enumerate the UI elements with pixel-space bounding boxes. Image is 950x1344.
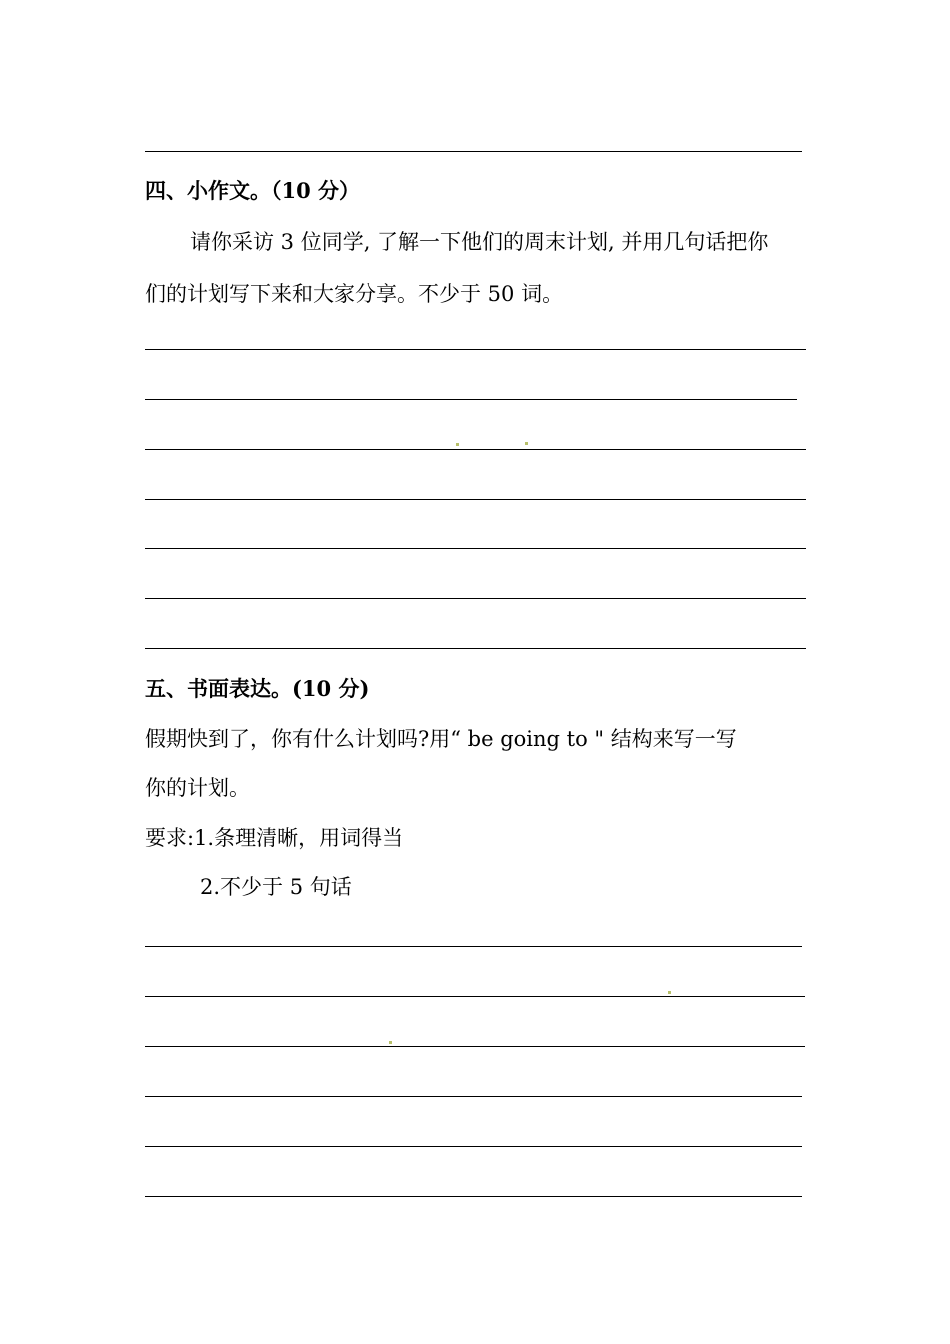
- answer-line: [145, 1146, 802, 1147]
- section-4-prompt-line-1: 请你采访 3 位同学, 了解一下他们的周末计划, 并用几句话把你: [190, 230, 769, 254]
- answer-line: [145, 1046, 805, 1047]
- answer-line: [145, 648, 806, 649]
- answer-line: [145, 1096, 802, 1097]
- answer-line: [145, 996, 805, 997]
- answer-line: [145, 449, 806, 450]
- scan-speck: [668, 991, 671, 994]
- answer-line: [145, 548, 806, 549]
- answer-line: [145, 1196, 802, 1197]
- scan-speck: [456, 443, 459, 446]
- section-5-prompt-line-1: 假期快到了，你有什么计划吗?用“ be going to " 结构来写一写: [145, 727, 737, 751]
- answer-line: [145, 349, 806, 350]
- scan-speck: [525, 442, 528, 445]
- answer-line: [145, 499, 806, 500]
- section-5-prompt-line-2: 你的计划。: [145, 776, 250, 800]
- requirement-2: 2.不少于 5 句话: [200, 875, 352, 899]
- section-4-heading: 四、小作文。（10 分）: [145, 178, 361, 203]
- section-4-prompt-line-2: 们的计划写下来和大家分享。不少于 50 词。: [145, 282, 564, 306]
- answer-line: [145, 598, 806, 599]
- requirement-1: 要求:1.条理清晰，用词得当: [145, 826, 404, 850]
- answer-line: [145, 946, 802, 947]
- answer-line: [145, 151, 802, 152]
- scan-speck: [389, 1041, 392, 1044]
- answer-line: [145, 399, 797, 400]
- section-5-heading: 五、书面表达。(10 分): [145, 676, 370, 701]
